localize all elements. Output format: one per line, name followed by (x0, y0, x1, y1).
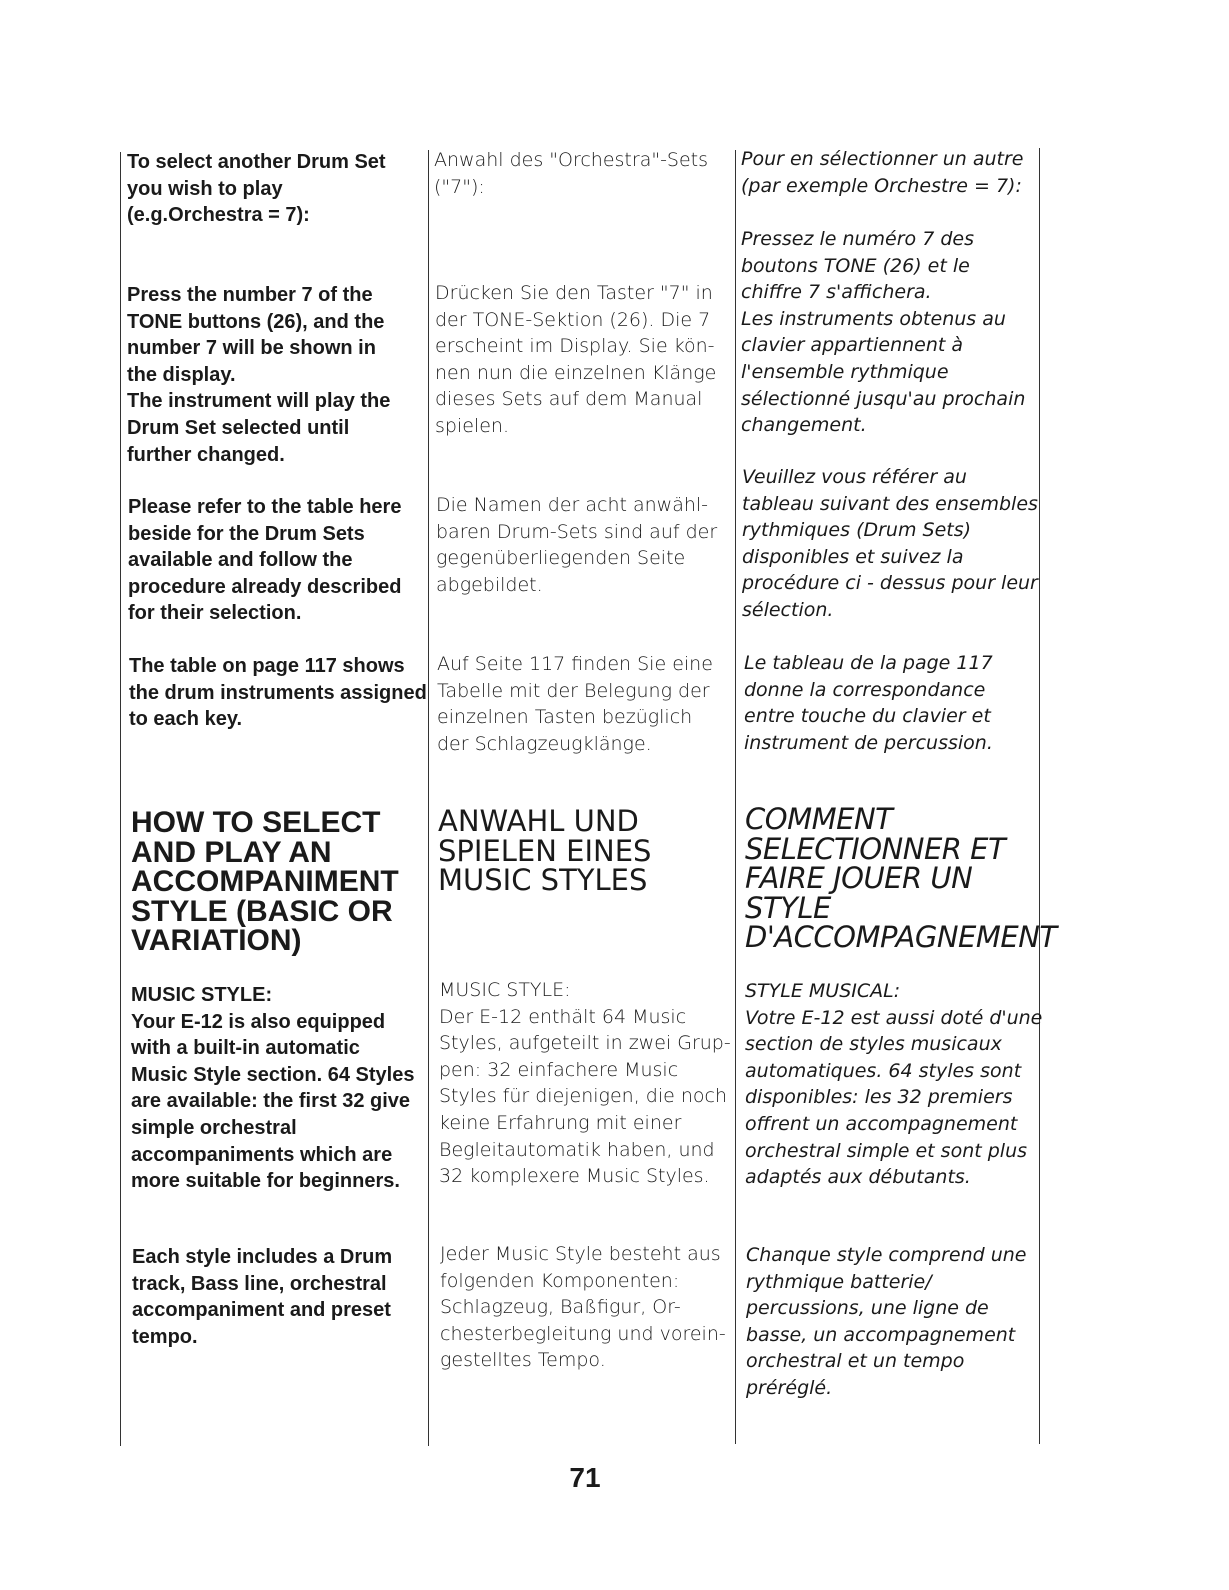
french-style-musical: STYLE MUSICAL: Votre E-12 est aussi doté d'une section de styles musicaux automatiques. 64 styles sont disponibles: les 32 premiers offrent un accompagnement orchestral simple et sont plus adaptés aux débutants. (745, 980, 1043, 1189)
english-press-number: Press the number 7 of the TONE buttons (26), and the number 7 will be shown in the display. The instrument will play the Drum Set selected until further changed. (127, 284, 391, 466)
english-select-drum-set: To select another Drum Set you wish to play (e.g.Orchestra = 7): (127, 151, 386, 227)
column-rule-left (120, 152, 121, 1446)
french-heading: COMMENT SELECTIONNER ET FAIRE JOUER UN STYLE D'ACCOMPAGNEMENT (745, 802, 1057, 954)
french-tableau-page: Le tableau de la page 117 donne la correspondance entre touche du clavier et instrument de percussion. (744, 652, 993, 754)
english-table-page: The table on page 117 shows the drum instruments assigned to each key. (129, 655, 427, 731)
french-chanque-style: Chanque style comprend une rythmique batterie/ percussions, une ligne de basse, un accompagnement orchestral et un tempo préréglé. (746, 1244, 1027, 1399)
page-number: 71 (569, 1462, 601, 1493)
english-heading: HOW TO SELECT AND PLAY AN ACCOMPANIMENT STYLE (BASIC OR VARIATION) (131, 806, 399, 957)
german-seite-117: Auf Seite 117 finden Sie eine Tabelle mit der Belegung der einzelnen Tasten bezüglich der Schlagzeugklänge. (437, 653, 713, 755)
column-rule-middle-1 (428, 150, 429, 1446)
english-refer-table: Please refer to the table here beside for the Drum Sets available and follow the procedure already described for their selection. (128, 496, 402, 625)
french-selectionner: Pour en sélectionner un autre (par exemple Orchestre = 7): (741, 148, 1024, 197)
column-rule-middle-2 (735, 150, 736, 1444)
english-style-includes: Each style includes a Drum track, Bass line, orchestral accompaniment and preset tempo. (132, 1246, 393, 1348)
column-rule-right (1039, 148, 1040, 1444)
german-heading: ANWAHL UND SPIELEN EINES MUSIC STYLES (438, 804, 652, 897)
german-anwahl-orchestra: Anwahl des "Orchestra"-Sets ("7"): (434, 149, 709, 198)
german-namen: Die Namen der acht anwähl- baren Drum-Sets sind auf der gegenüberliegenden Seite abgebildet. (436, 494, 718, 596)
french-referer: Veuillez vous référer au tableau suivant des ensembles rythmiques (Drum Sets) disponibles et suivez la procédure ci - dessus pour leur sélection. (742, 466, 1038, 621)
english-music-style: MUSIC STYLE: Your E-12 is also equipped with a built-in automatic Music Style section. 64 Styles are available: the first 32 give simple orchestral accompaniments which are more suitable for beginners. (131, 984, 415, 1193)
german-druecken: Drücken Sie den Taster "7" in der TONE-Sektion (26). Die 7 erscheint im Display. Sie kön- nen nun die einzelnen Klänge dieses Sets auf dem Manual spielen. (435, 282, 717, 437)
french-pressez: Pressez le numéro 7 des boutons TONE (26) et le chiffre 7 s'affichera. Les instruments obtenus au clavier appartiennent à l'ensemble rythmique sélectionné jusqu'au prochain changement. (741, 228, 1026, 437)
german-jeder-style: Jeder Music Style besteht aus folgenden Komponenten: Schlagzeug, Baßfigur, Or- chesterbegleitung und vorein- gestelltes Tempo. (440, 1243, 726, 1372)
german-music-style: MUSIC STYLE: Der E-12 enthält 64 Music Styles, aufgeteilt in zwei Grup- pen: 32 einfachere Music Styles für diejenigen, die noch keine Erfahrung mit einer Begleitautomatik haben, und 32 komplexere Music Styles. (439, 979, 731, 1188)
